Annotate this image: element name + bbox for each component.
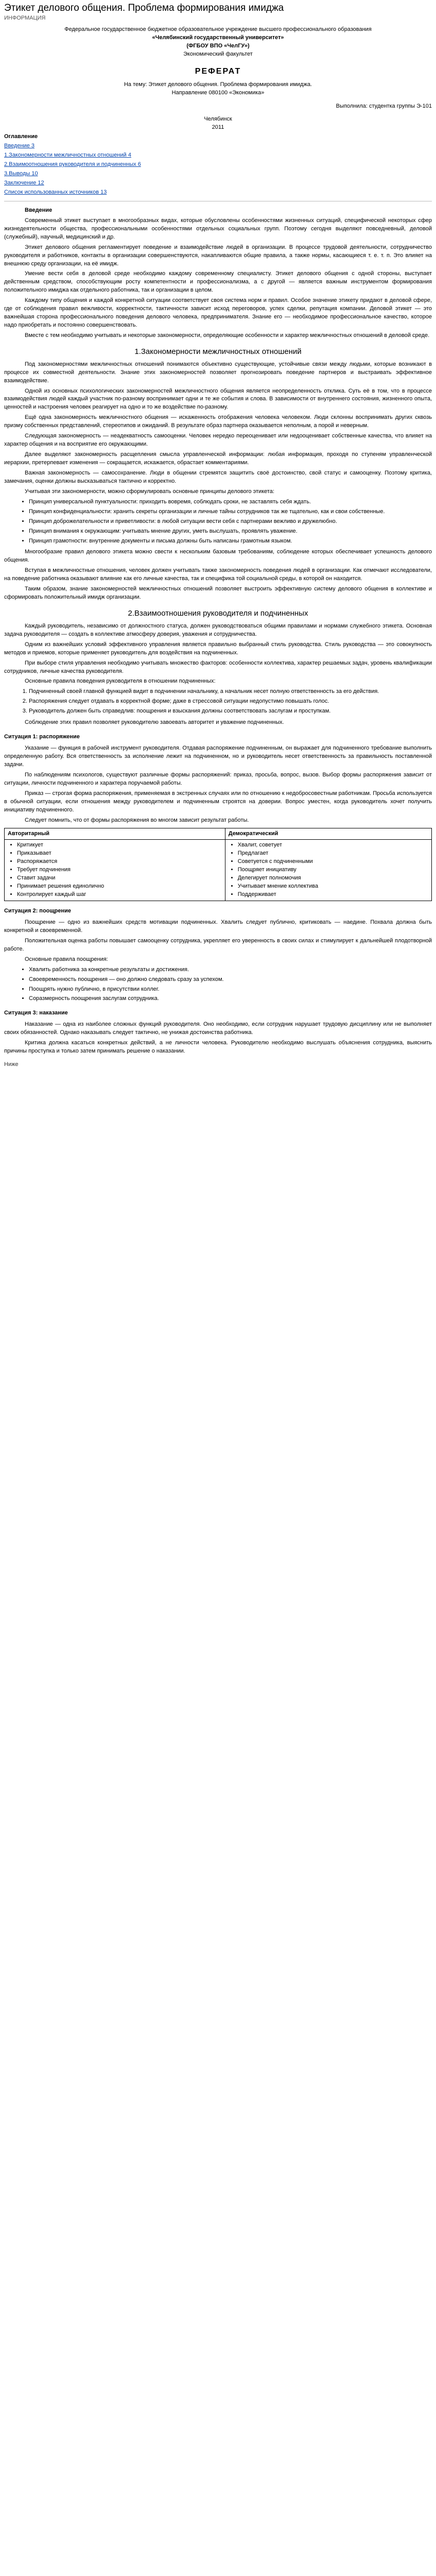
- doc-type: РЕФЕРАТ: [195, 67, 241, 76]
- paragraph: Учитывая эти закономерности, можно сформулировать основные принципы делового этикета:: [25, 488, 274, 495]
- ministry-text: Федеральное государственное бюджетное образовательное учреждение высшего профессионального образования: [64, 26, 372, 32]
- section-2-heading: 2.Взаимоотношения руководителя и подчиненных: [128, 609, 308, 618]
- paragraph: Вступая в межличностные отношения, человек должен учитывать также закономерность поведения людей в организации. Как отмечают исследователи, на поведение работника оказывают влияние как его личные качества, так и специфика той социальной среды, в которой он находится.: [4, 567, 432, 582]
- doc-author: Выполнила: студентка группы Э-101: [336, 103, 432, 109]
- toc-link-section-2[interactable]: 2.Взаимоотношения руководителя и подчиненных 6: [4, 161, 141, 168]
- list-item: 3. Руководитель должен быть справедлив: поощрения и взыскания должны соответствовать заслугам и проступкам.: [29, 707, 432, 716]
- title-page: [4, 26, 432, 132]
- reward-rules-list: [4, 966, 432, 1004]
- table-header: Авторитарный: [5, 828, 225, 840]
- paragraph: Каждый руководитель, независимо от должностного статуса, должен руководствоваться общими правилами и нормами служебного этикета. Основная задача руководителя — создать в коллективе атмосферу доверия, уважения и сотрудничества.: [4, 622, 432, 637]
- table-header: Демократический: [225, 828, 431, 840]
- paragraph: Многообразие правил делового этикета можно свести к нескольким базовым требованиям, соблюдение которых обеспечивает успешность делового общения.: [4, 549, 432, 564]
- case-2-heading: Ситуация 2: поощрение: [4, 908, 72, 914]
- list-item: • Советуется с подчиненными: [238, 858, 428, 866]
- toc-heading: Оглавление: [4, 133, 38, 140]
- doc-year: 2011: [212, 124, 224, 131]
- case-3-heading: Ситуация 3: наказание: [4, 1010, 68, 1016]
- doc-direction: Направление 080100 «Экономика»: [171, 89, 265, 96]
- university-abbr: (ФГБОУ ВПО «ЧелГУ»): [186, 42, 250, 49]
- paragraph: Положительная оценка работы повышает самооценку сотрудника, укрепляет его уверенность в своих силах и стимулирует к дальнейшей плодотворной работе.: [4, 937, 432, 952]
- table-cell: [5, 840, 225, 901]
- manager-rules-list: [4, 688, 432, 716]
- list-item: • Принцип внимания к окружающим: учитывать мнение других, уметь выслушать, проявлять уважение.: [29, 528, 432, 536]
- university-name: «Челябинский государственный университет»: [152, 34, 284, 41]
- paragraph: Таким образом, знание закономерностей межличностных отношений позволяет выстроить эффективную систему делового общения в коллективе и сформировать положительный имидж организации.: [4, 586, 432, 601]
- list-item: • Требует подчинения: [17, 866, 222, 874]
- list-item: • Хвалить работника за конкретные результаты и достижения.: [29, 966, 432, 974]
- doc-topic: На тему: Этикет делового общения. Проблема формирования имиджа.: [124, 81, 312, 88]
- document-page: [0, 0, 436, 1075]
- paragraph: Соблюдение этих правил позволяет руководителю завоевать авторитет и уважение подчиненных.: [25, 719, 284, 726]
- footer-note: Ниже: [4, 1061, 19, 1068]
- paragraph: Важная закономерность — самосохранение. Люди в общении стремятся защитить своё достоинство, свой статус и самооценку. Поэтому критика, замечания, оценки должны высказываться тактично и корректно.: [4, 469, 432, 484]
- list-item: • Принцип конфиденциальности: хранить секреты организации и личные тайны сотрудников так же тщательно, как и свои собственные.: [29, 508, 432, 516]
- list-item: • Поощряет инициативу: [238, 866, 428, 874]
- intro-heading: Введение: [25, 207, 53, 213]
- list-item: • Поощрять нужно публично, в присутствии коллег.: [29, 986, 432, 994]
- list-item: • Ставит задачи: [17, 874, 222, 883]
- paragraph: Далее выделяют закономерность расщепления смысла управленческой информации: любая информация, проходя по ступеням управленческой иерархии, претерпевает изменения — сокращается, искажается, обрастает комментариями.: [4, 451, 432, 466]
- section-2: [4, 608, 432, 1056]
- paragraph: Указание — функция в рабочей инструмент руководителя. Отдавая распоряжение подчиненным, он выражает для подчиненного требование выполнить определенную работу. Вся ответственность за исполнение лежит на подчиненном, но и руководитель несет ответственность за правильность поставленной задачи.: [4, 745, 432, 768]
- toc-link-conclusion[interactable]: Заключение 12: [4, 180, 44, 186]
- paragraph: Ещё одна закономерность межличностного общения — искаженность отображения человека человеком. Люди склонны воспринимать других сквозь призму собственных представлений, стереотипов и ожиданий. В результате образ партнера оказывается неполным, а порой и неверным.: [4, 414, 432, 429]
- list-item: 1. Подчиненный своей главной функцией видит в подчинении начальнику, а начальник несет полную ответственность за его действия.: [29, 688, 432, 696]
- list-item: • Предлагает: [238, 850, 428, 858]
- list-item: • Учитывает мнение коллектива: [238, 883, 428, 891]
- paragraph: Следует помнить, что от формы распоряжения во многом зависит результат работы.: [25, 817, 249, 823]
- paragraph: По наблюдениям психологов, существуют различные формы распоряжений: приказ, просьба, вопрос, вызов. Выбор формы распоряжения зависит от ситуации, личности подчиненного и характера поручаемой работы.: [4, 771, 432, 786]
- list-item: • Приказывает: [17, 850, 222, 858]
- list-item: • Распоряжается: [17, 858, 222, 866]
- leadership-style-table: [4, 828, 432, 902]
- faculty-name: Экономический факультет: [183, 50, 253, 57]
- page-subtitle: ИНФОРМАЦИЯ: [4, 14, 46, 21]
- paragraph: Умение вести себя в деловой среде необходимо каждому современному специалисту. Этикет делового общения с одной стороны, выступает действенным средством, способствующим росту компетентности и профессионализма, а с другой — является важным инструментом формирования положительного имиджа как отдельного работника, так и организации в целом.: [4, 270, 432, 294]
- paragraph: Под закономерностями межличностных отношений понимаются объективно существующие, устойчивые связи между людьми, которые возникают в процессе их совместной деятельности. Знание этих закономерностей позволяет прогнозировать поведение партнеров и выстраивать эффективное взаимодействие.: [4, 361, 432, 384]
- list-item: 2. Распоряжения следует отдавать в корректной форме; даже в стрессовой ситуации недопустимо повышать голос.: [29, 698, 432, 706]
- page-title: Этикет делового общения. Проблема формирования имиджа: [4, 3, 284, 13]
- list-item: • Делегирует полномочия: [238, 874, 428, 883]
- principles-list: [4, 498, 432, 546]
- list-item: • Критикует: [17, 841, 222, 850]
- paragraph: Этикет делового общения регламентирует поведение и взаимодействие людей в организации. В процессе трудовой деятельности, сотрудничество руководителя и работников, контакты в организации совершенствуются, накапливаются общие правила, а также нормы, касающиеся т. е. т. п. Это влияет на внешнюю среду организации, на её имидж.: [4, 244, 432, 267]
- doc-city: Челябинск: [204, 116, 232, 123]
- list-item: • Контролирует каждый шаг: [17, 891, 222, 899]
- paragraph: Вместе с тем необходимо учитывать и некоторые закономерности, определяющие особенности и характер межличностных отношений в деловой среде.: [25, 332, 430, 338]
- paragraph: Современный этикет выступает в многообразных видах, которые обусловлены особенностями жизненных ситуаций, специфической некоторых сфер жизнедеятельности общества, профессиональными особенностями отдельных социальных групп. Поэтому сегодня выделяют повседневный, деловой (служебный), научный, медицинский и др.: [4, 217, 432, 240]
- paragraph: Одним из важнейших условий эффективного управления является правильно выбранный стиль руководства. Стиль руководства — это совокупность методов и приемов, которые применяет руководитель для воздействия на подчиненных.: [4, 641, 432, 656]
- list-item: • Принцип грамотности: внутренние документы и письма должны быть написаны грамотным языком.: [29, 537, 432, 546]
- case-1-heading: Ситуация 1: распоряжение: [4, 734, 80, 740]
- section-1-heading: 1.Закономерности межличностных отношений: [134, 347, 302, 356]
- section-1: [4, 346, 432, 602]
- toc-link-section-1[interactable]: 1.Закономерности межличностных отношений 4: [4, 152, 131, 159]
- paragraph: Критика должна касаться конкретных действий, а не личности человека. Руководителю необходимо выслушать объяснения сотрудника, выяснить причины проступка и только затем принимать решение о наказании.: [4, 1040, 432, 1055]
- paragraph: Одной из основных психологических закономерностей межличностного общения является неопределенность отклика. Суть её в том, что в процессе взаимодействия людей каждый участник по-разному воспринимает одни и те же события и слова. В зависимости от внутреннего состояния, жизненного опыта, ценностей и настроения человек реагирует на одно и то же воздействие по-разному.: [4, 387, 432, 411]
- table-of-contents: [4, 133, 432, 197]
- paragraph: Следующая закономерность — неадекватность самооценки. Человек нередко переоценивает или недооценивает собственные качества, что влияет на характер общения и на восприятие его окружающими.: [4, 433, 432, 448]
- toc-link-section-3[interactable]: 3.Выводы 10: [4, 171, 38, 177]
- table-cell: [225, 840, 431, 901]
- toc-link-sources[interactable]: Список использованных источников 13: [4, 189, 107, 195]
- paragraph: Основные правила поощрения:: [25, 956, 108, 962]
- list-item: • Своевременность поощрения — оно должно следовать сразу за успехом.: [29, 976, 432, 984]
- paragraph: Приказ — строгая форма распоряжения, применяемая в экстренных случаях или по отношению к недобросовестным работникам. Просьба используется в обычной ситуации, если отношения между руководителем и подчиненным строятся на доверии. Вопрос уместен, когда руководитель хочет получить инициативу подчиненного.: [4, 790, 432, 813]
- list-item: • Принцип доброжелательности и приветливости: в любой ситуации вести себя с партнерами вежливо и дружелюбно.: [29, 518, 432, 526]
- list-item: • Принцип универсальной пунктуальности: приходить вовремя, соблюдать сроки, не заставлять себя ждать.: [29, 498, 432, 506]
- toc-link-intro[interactable]: Введение 3: [4, 143, 34, 149]
- list-item: • Принимает решения единолично: [17, 883, 222, 891]
- list-item: • Поддерживает: [238, 891, 428, 899]
- paragraph: При выборе стиля управления необходимо учитывать множество факторов: особенности коллектива, характер решаемых задач, уровень квалификации сотрудников, личные качества руководителя.: [4, 659, 432, 674]
- paragraph: Наказание — одна из наиболее сложных функций руководителя. Оно необходимо, если сотрудник нарушает трудовую дисциплину или не выполняет своих обязанностей. Однако наказывать следует тактично, не унижая достоинства работника.: [4, 1021, 432, 1036]
- intro-section: [4, 207, 432, 340]
- paragraph: Поощрение — одно из важнейших средств мотивации подчиненных. Хвалить следует публично, критиковать — наедине. Похвала должна быть конкретной и своевременной.: [4, 919, 432, 934]
- list-item: • Соразмерность поощрения заслугам сотрудника.: [29, 995, 432, 1003]
- table-row: [5, 840, 432, 901]
- list-item: • Хвалит, советует: [238, 841, 428, 850]
- paragraph: Каждому типу общения и каждой конкретной ситуации соответствует своя система норм и правил. Особое значение этикету придают в деловой сфере, где от соблюдения правил вежливости, корректности, тактичности зависит исход переговоров, успех сделки, репутация компании. Деловой этикет — это важнейшая сторона профессионального поведения делового человека, предпринимателя. Знание его — необходимое профессиональное качество, которое надо приобретать и постоянно совершенствовать.: [4, 297, 432, 329]
- paragraph: Основные правила поведения руководителя в отношении подчиненных:: [25, 678, 216, 685]
